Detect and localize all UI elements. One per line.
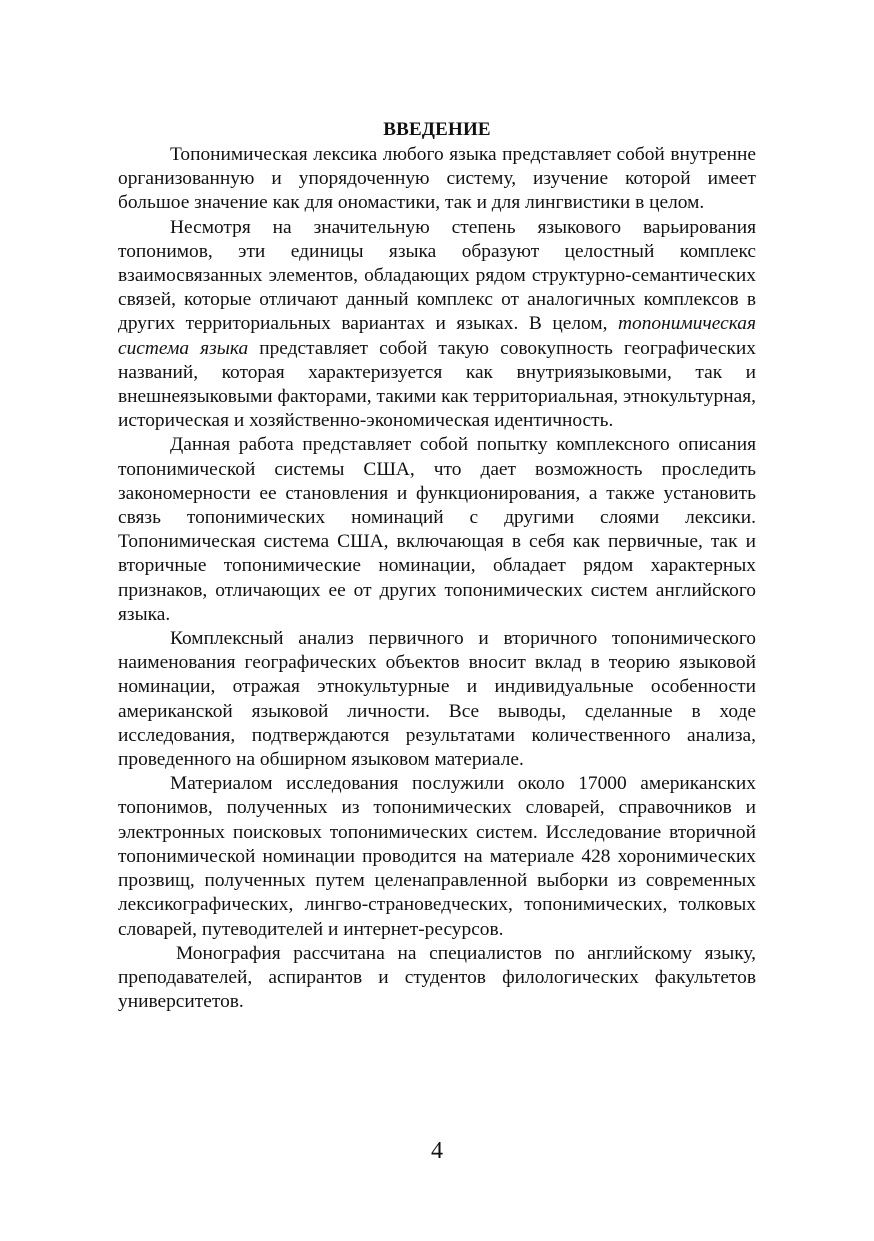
paragraph-2-text-after: представляет собой такую совокупность географических названий, которая характеризуется как внутриязыковыми, так и внешнеязыковыми факторами, такими как территориальная, этнокультурная, историческая и хозяйственно-экономическая идентичность.	[118, 337, 757, 432]
paragraph-1-text: Топонимическая лексика любого языка представляет собой внутренне организованную и упорядоченную систему, изучение которой имеет большое значение как для ономастики, так и для лингвистики в целом.	[118, 144, 756, 214]
paragraph-2-text-before: Несмотря на значительную степень языкового варьирования топонимов, эти единицы языка образуют целостный комплекс взаимосвязанных элементов, обладающих рядом структурно-семантических связей, которые отличают данный комплекс от аналогичных комплексов в других территориальных вариантах и языках. В целом,	[118, 216, 756, 335]
paragraph-4	[118, 627, 756, 772]
paragraph-2-emphasis: топонимическая система языка	[118, 313, 756, 359]
paragraph-3-text: Данная работа представляет собой попытку комплексного описания топонимической системы США, что дает возможность проследить закономерности ее становления и функционирования, а также установить связь топонимических номинаций с другими слоями лексики. Топонимическая система США, включающая в себя как первичные, так и вторичные топонимические номинации, обладает рядом характерных признаков, отличающих ее от других топонимических систем английского языка.	[118, 434, 756, 625]
paragraph-3	[118, 433, 756, 627]
paragraph-2	[118, 216, 756, 434]
paragraph-4-text: Комплексный анализ первичного и вторичного топонимического наименования географических объектов вносит вклад в теорию языковой номинации, отражая этнокультурные и индивидуальные особенности американской языковой личности. Все выводы, сделанные в ходе исследования, подтверждаются результатами количественного анализа, проведенного на обширном языковом материале.	[118, 628, 756, 771]
paragraph-6	[118, 942, 756, 1015]
document-page	[118, 118, 756, 1014]
paragraph-1	[118, 143, 756, 216]
paragraph-6-text: Монография рассчитана на специалистов по английскому языку, преподавателей, аспирантов и студентов филологических факультетов университетов.	[118, 942, 756, 1013]
paragraph-5-text: Материалом исследования послужили около 17000 американских топонимов, полученных из топонимических словарей, справочников и электронных поисковых топонимических систем. Исследование вторичной топонимической номинации проводится на материале 428 хоронимических прозвищ, полученных путем целенаправленной выборки из современных лексикографических, лингво-страноведческих, топонимических, толковых словарей, путеводителей и интернет-ресурсов.	[118, 773, 756, 940]
page-number: 4	[431, 1138, 443, 1164]
paragraph-5	[118, 772, 756, 941]
section-heading: ВВЕДЕНИЕ	[383, 119, 491, 140]
